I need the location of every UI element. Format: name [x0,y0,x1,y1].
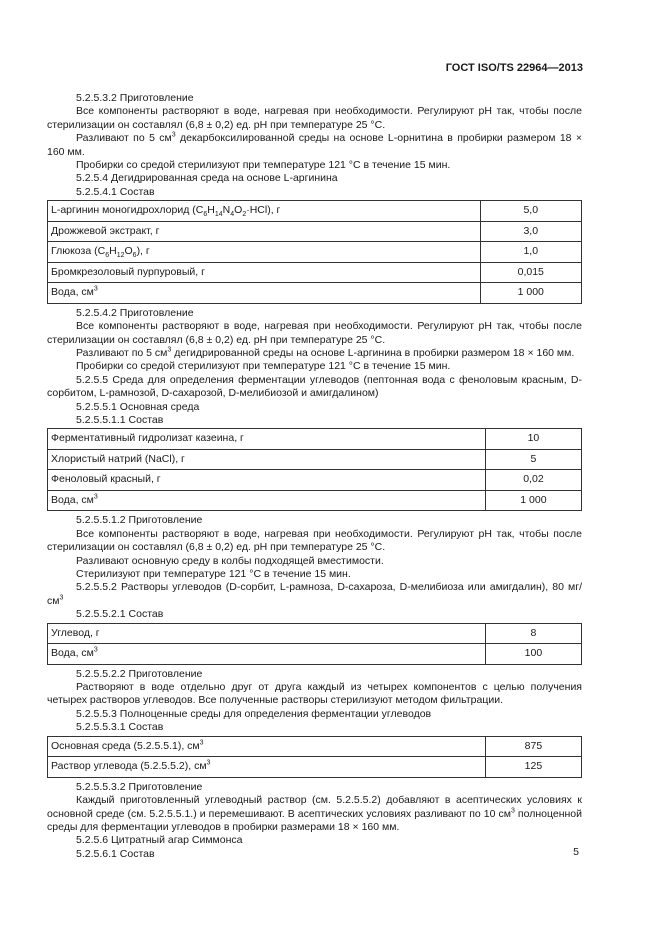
paragraph: Все компоненты растворяют в воде, нагревая при необходимости. Регулируют рН так, чтобы после стерилизации он составлял (6,8 ± 0,2) ед. рН при температуре 25 °С. [47,320,582,346]
table-cell-label: Глюкоза $(C_6H_{12}O_6)$, г [48,242,481,263]
table-cell-label: Углевод, г [48,623,486,644]
table-cell-label: L-аргинин моногидрохлорид $(C_6H_{14}N_4O_2\cdot HCl)$, г [48,201,481,222]
table-row [48,490,582,511]
section-heading: 5.2.5.4.2 Приготовление [76,306,194,319]
table-cell-value: 1 000 [480,283,581,304]
table-row [48,736,582,757]
composition-table-carbohydrate [47,623,582,665]
table-row [48,429,582,450]
table-row [48,201,582,222]
table-cell-value: 3,0 [480,221,581,242]
section-heading: 5.2.5.6 Цитратный агар Симмонса [76,834,243,847]
page-content [47,92,582,861]
table-cell-label: Основная среда (5.2.5.5.1), $см^3$ [48,736,486,757]
section-heading: 5.2.5.5.3.2 Приготовление [76,780,203,793]
table-cell-value: 5,0 [480,201,581,222]
section-heading: 5.2.5.5.2.2 Приготовление [76,667,203,680]
section-subheading: 5.2.5.5.1.1 Состав [76,414,164,426]
document-header: ГОСТ ISO/TS 22964—2013 [445,62,583,74]
paragraph: Стерилизуют при температуре 121 °С в течение 15 мин. [76,568,351,581]
table-row [48,757,582,778]
table-row [48,283,582,304]
table-row [48,242,582,263]
composition-table-base-medium [47,428,582,511]
paragraph: Растворяют в воде отдельно друг от друга каждый из четырех компонентов с целью получения четырех растворов углеводов. Все полученные растворы стерилизуют методом фильтрации. [47,681,582,707]
table-cell-label: Хлористый натрий (NaCl), г [48,449,486,470]
page-number: 5 [573,846,579,858]
section-heading: 5.2.5.5.3 Полноценные среды для определения ферментации углеводов [76,707,432,720]
section-subheading: 5.2.5.5.3.1 Состав [76,721,164,734]
section-heading: 5.2.5.5 Среда для определения ферментации углеводов (пептонная вода с феноловым красным, D-сорбитом, L-рамнозой, D-сахарозой, D-мелибиозой и амигдалином) [47,373,582,400]
table-cell-label: Феноловый красный, г [48,470,486,491]
table-row [48,262,582,283]
section-heading: 5.2.5.5.2 Растворы углеводов (D-сорбит, L-рамноза, D-сахароза, D-мелибиоза или амигдалин), 80 $мг/см^3$ [47,581,582,607]
paragraph: Все компоненты растворяют в воде, нагревая при необходимости. Регулируют рН так, чтобы после стерилизации он составлял (6,8 ± 0,2) ед. рН при температуре 25 °С. [47,527,582,554]
paragraph: Разливают по 5 $см^3$ декарбоксилированной среды на основе L-орнитина в пробирки размером 18 × 160 мм. [47,131,583,158]
table-cell-value: 0,015 [480,262,581,283]
composition-table-complete-medium [47,736,582,778]
table-cell-value: 10 [485,429,581,450]
paragraph: Разливают основную среду в колбы подходящей вместимости. [76,554,384,567]
table-cell-label: Раствор углевода (5.2.5.5.2), $см^3$ [48,757,486,778]
table-row [48,623,582,644]
table-cell-value: 1,0 [480,242,581,263]
section-subheading: 5.2.5.5.2.1 Состав [76,608,164,621]
table-row [48,470,582,491]
table-cell-value: 0,02 [485,470,581,491]
paragraph: Каждый приготовленный углеводный раствор (см. 5.2.5.5.2) добавляют в асептических условиях к основной среде (см. 5.2.5.5.1.) и перемешивают. В асептических условиях разливают по 10 $см^3$ полноценной среды для ферментации углеводов в пробирки размерами 18 × 160 мм. [47,794,582,833]
table-cell-value: 125 [485,757,581,778]
section-subheading: 5.2.5.5.1 Основная среда [76,400,200,413]
table-cell-label: Дрожжевой экстракт, г [48,221,481,242]
section-subheading: 5.2.5.6.1 Состав [76,847,155,860]
section-heading: 5.2.5.5.1.2 Приготовление [76,514,203,527]
section-heading: 5.2.5.3.2 Приготовление [76,92,194,104]
paragraph: Все компоненты растворяют в воде, нагревая при необходимости. Регулируют рН так, чтобы после стерилизации он составлял (6,8 ± 0,2) ед. рН при температуре 25 °С. [47,105,582,131]
table-cell-value: 5 [485,449,581,470]
table-cell-label: Вода, $см^3$ [48,644,486,665]
table-cell-label: Вода, $см^3$ [48,490,486,511]
section-subheading: 5.2.5.4.1 Состав [76,185,155,198]
composition-table-arginine [47,200,582,304]
paragraph: Пробирки со средой стерилизуют при температуре 121 °С в течение 15 мин. [76,159,451,172]
table-cell-label: Ферментативный гидролизат казеина, г [48,429,486,450]
table-cell-label: Бромкрезоловый пурпуровый, г [48,262,481,283]
paragraph: Разливают по 5 $см^3$ дегидрированной среды на основе L-аргинина в пробирки размером 18 × 160 мм. [76,346,575,359]
table-cell-value: 875 [485,736,581,757]
table-cell-value: 1 000 [485,490,581,511]
table-row [48,644,582,665]
section-heading: 5.2.5.4 Дегидрированная среда на основе L-аргинина [76,172,338,185]
table-row [48,449,582,470]
table-cell-label: Вода, $см^3$ [48,283,481,304]
paragraph: Пробирки со средой стерилизуют при температуре 121 °С в течение 15 мин. [76,360,451,373]
table-row [48,221,582,242]
table-cell-value: 8 [485,623,581,644]
table-cell-value: 100 [485,644,581,665]
